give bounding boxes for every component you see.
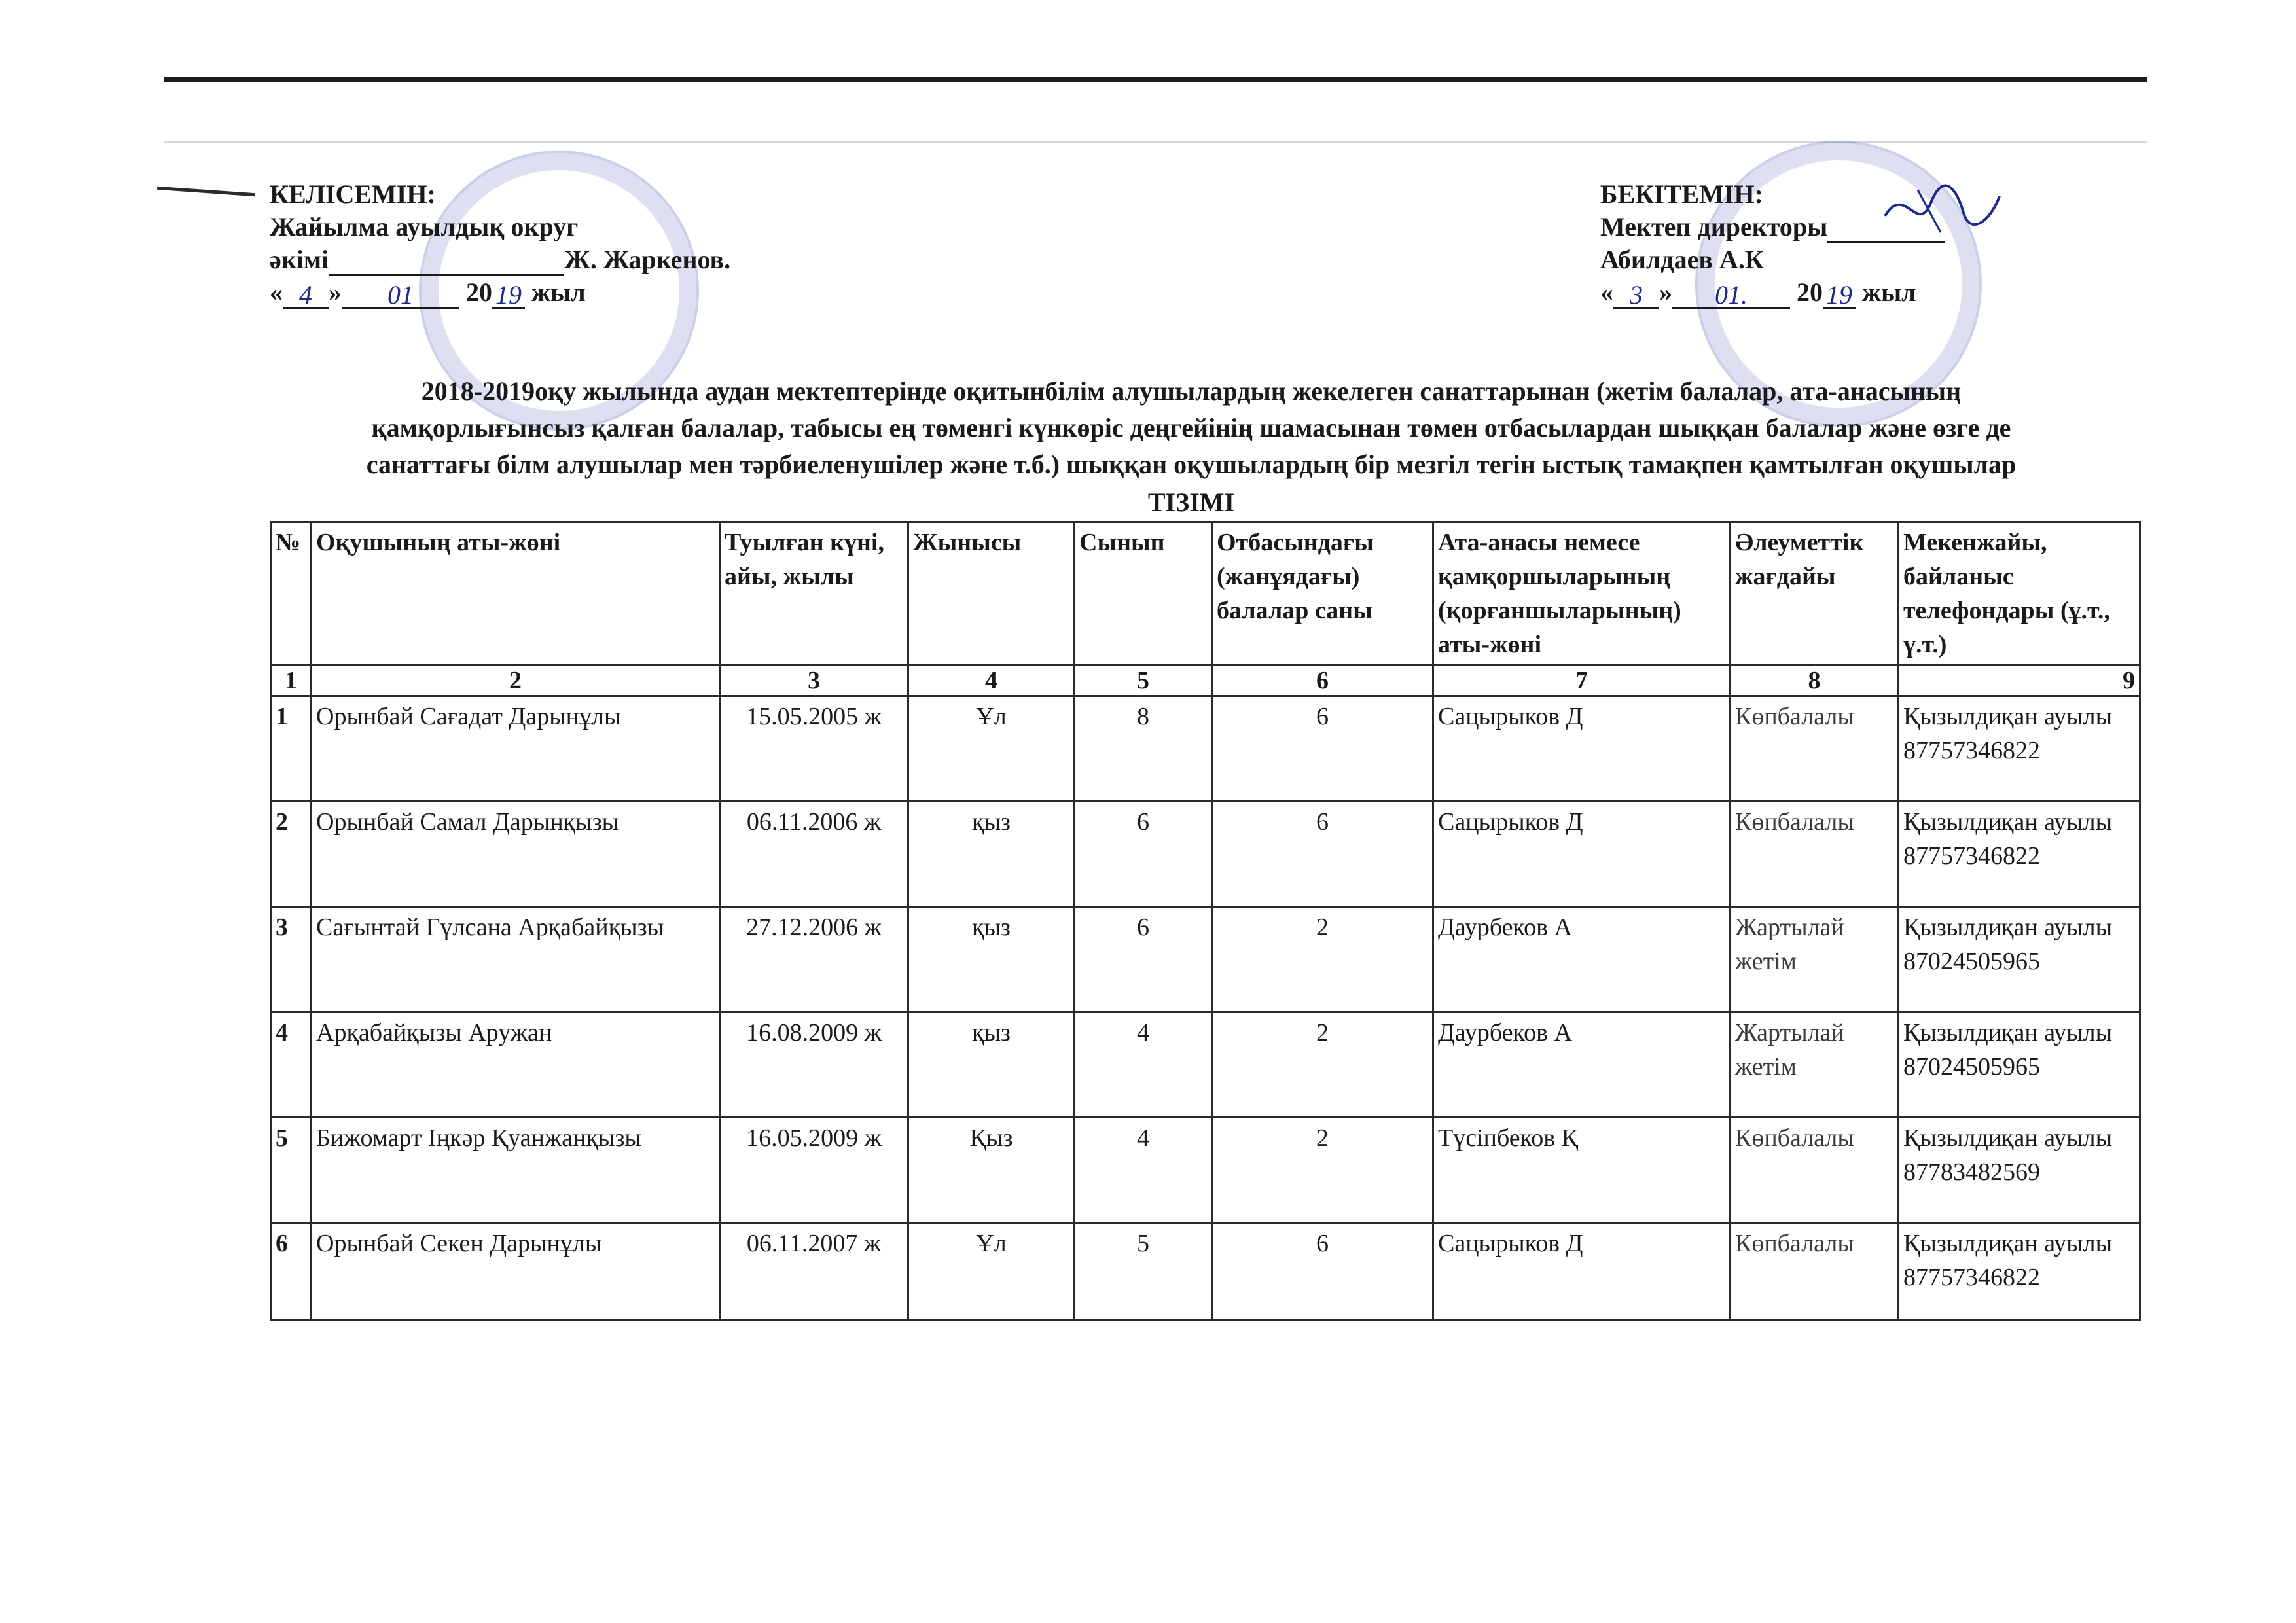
grade: 5 — [1075, 1223, 1212, 1321]
guardian-name: Даурбеков А — [1433, 1012, 1731, 1118]
birth-date: 06.11.2007 ж — [720, 1223, 908, 1321]
address-phone — [1899, 1118, 2140, 1223]
handwritten-signature — [1878, 177, 2003, 242]
approval-month: 01 — [342, 281, 459, 309]
table-row — [271, 1012, 2140, 1118]
signature-fill — [329, 248, 564, 276]
row-number: 2 — [271, 802, 312, 907]
header-number: № — [271, 522, 312, 666]
grade: 8 — [1075, 696, 1212, 802]
quote-open: « — [270, 277, 283, 307]
year-word: жыл — [531, 277, 586, 307]
sex: қыз — [908, 802, 1075, 907]
approval-office: Мектеп директоры — [1600, 212, 1828, 241]
sex: Ұл — [908, 1223, 1075, 1321]
approval-heading: КЕЛІСЕМІН: — [270, 179, 436, 209]
approval-name: Абилдаев А.К — [1600, 245, 1764, 274]
sex: қыз — [908, 1012, 1075, 1118]
phone: 87757346822 — [1903, 737, 2040, 764]
grade: 6 — [1075, 802, 1212, 907]
address: Қызылдиқан ауылы — [1903, 1124, 2113, 1152]
year-prefix: 20 — [466, 277, 492, 307]
table-header-row — [271, 522, 2140, 666]
title-list-word: ТІЗІМІ — [1147, 488, 1235, 517]
approval-day: 4 — [283, 281, 329, 309]
row-number: 5 — [271, 1118, 312, 1223]
birth-date: 06.11.2006 ж — [720, 802, 908, 907]
header-guardian: Ата-анасы немесе қамқоршыларының (қорғаншыларының) аты-жөні — [1433, 522, 1731, 666]
column-number: 8 — [1731, 666, 1899, 696]
title-line-2: қамқорлығынсыз қалған балалар, табысы ең төменгі күнкөріс деңгейінің шамасынан төмен отбасылардан шыққан балалар және өзге де — [371, 413, 2011, 442]
address: Қызылдиқан ауылы — [1903, 808, 2113, 836]
guardian-name: Сацырыков Д — [1433, 1223, 1731, 1321]
approval-year: 19 — [1823, 281, 1856, 309]
title-line-3: санаттағы білм алушылар мен тәрбиеленушілер және т.б.) шыққан оқушылардың бір мезгіл тегін ыстық тамақпен қамтылған оқушылар — [366, 450, 2017, 479]
column-number: 4 — [908, 666, 1075, 696]
column-number-row — [271, 666, 2140, 696]
birth-date: 16.08.2009 ж — [720, 1012, 908, 1118]
social-status: Көпбалалы — [1731, 696, 1899, 802]
address: Қызылдиқан ауылы — [1903, 1230, 2113, 1257]
birth-date: 15.05.2005 ж — [720, 696, 908, 802]
address: Қызылдиқан ауылы — [1903, 914, 2113, 941]
children-count: 2 — [1212, 907, 1433, 1012]
header-sex: Жынысы — [908, 522, 1075, 666]
quote-close: » — [1659, 277, 1672, 307]
address-phone — [1899, 1012, 2140, 1118]
header-grade: Сынып — [1075, 522, 1212, 666]
column-number: 6 — [1212, 666, 1433, 696]
approval-date-line — [270, 276, 730, 309]
column-number: 7 — [1433, 666, 1731, 696]
approval-date-line — [1600, 276, 1945, 309]
student-name: Сағынтай Гүлсана Арқабайқызы — [312, 907, 720, 1012]
quote-close: » — [329, 277, 342, 307]
column-number: 5 — [1075, 666, 1212, 696]
approval-year: 19 — [492, 281, 525, 309]
student-name: Арқабайқызы Аружан — [312, 1012, 720, 1118]
approval-office: Жайылма ауылдық округ — [270, 212, 579, 241]
document-title — [249, 373, 2134, 521]
table-row — [271, 802, 2140, 907]
student-name: Бижомарт Іңкәр Қуанжанқызы — [312, 1118, 720, 1223]
row-number: 3 — [271, 907, 312, 1012]
quote-open: « — [1600, 277, 1613, 307]
guardian-name: Сацырыков Д — [1433, 696, 1731, 802]
pen-stroke-mark — [157, 187, 255, 196]
header-student-name: Оқушының аты-жөні — [312, 522, 720, 666]
approval-block-agreed — [270, 178, 730, 309]
social-status: Жартылай жетім — [1731, 907, 1899, 1012]
address-phone — [1899, 1223, 2140, 1321]
year-prefix: 20 — [1797, 277, 1823, 307]
social-status: Көпбалалы — [1731, 1223, 1899, 1321]
address-phone — [1899, 802, 2140, 907]
guardian-name: Даурбеков А — [1433, 907, 1731, 1012]
grade: 4 — [1075, 1012, 1212, 1118]
birth-date: 16.05.2009 ж — [720, 1118, 908, 1223]
table-row — [271, 907, 2140, 1012]
table-row — [271, 696, 2140, 802]
student-name: Орынбай Секен Дарынұлы — [312, 1223, 720, 1321]
approval-signature-line — [270, 243, 730, 276]
header-birth-date: Туылған күні, айы, жылы — [720, 522, 908, 666]
row-number: 6 — [271, 1223, 312, 1321]
row-number: 1 — [271, 696, 312, 802]
students-table — [270, 521, 2141, 1321]
column-number: 2 — [312, 666, 720, 696]
children-count: 2 — [1212, 1012, 1433, 1118]
phone: 87757346822 — [1903, 842, 2040, 870]
children-count: 6 — [1212, 1223, 1433, 1321]
student-name: Орынбай Сағадат Дарынұлы — [312, 696, 720, 802]
sex: қыз — [908, 907, 1075, 1012]
approval-label: әкімі — [270, 245, 329, 274]
table-row — [271, 1118, 2140, 1223]
approval-heading: БЕКІТЕМІН: — [1600, 179, 1763, 209]
scan-top-rule — [164, 77, 2147, 82]
children-count: 6 — [1212, 802, 1433, 907]
column-number: 1 — [271, 666, 312, 696]
grade: 6 — [1075, 907, 1212, 1012]
phone: 87024505965 — [1903, 948, 2040, 975]
phone: 87757346822 — [1903, 1264, 2040, 1291]
phone: 87783482569 — [1903, 1158, 2040, 1186]
sex: Ұл — [908, 696, 1075, 802]
address-phone — [1899, 907, 2140, 1012]
column-number: 9 — [1899, 666, 2140, 696]
address: Қызылдиқан ауылы — [1903, 1019, 2113, 1046]
column-number: 3 — [720, 666, 908, 696]
address-phone — [1899, 696, 2140, 802]
sex: Қыз — [908, 1118, 1075, 1223]
social-status: Көпбалалы — [1731, 802, 1899, 907]
social-status: Көпбалалы — [1731, 1118, 1899, 1223]
guardian-name: Сацырыков Д — [1433, 802, 1731, 907]
header-social-status: Әлеуметтік жағдайы — [1731, 522, 1899, 666]
grade: 4 — [1075, 1118, 1212, 1223]
header-children-count: Отбасындағы (жанұядағы) балалар саны — [1212, 522, 1433, 666]
approval-day: 3 — [1613, 281, 1659, 309]
children-count: 6 — [1212, 696, 1433, 802]
phone: 87024505965 — [1903, 1053, 2040, 1080]
birth-date: 27.12.2006 ж — [720, 907, 908, 1012]
row-number: 4 — [271, 1012, 312, 1118]
title-line-1: 2018-2019оқу жылында аудан мектептерінде оқитынбілім алушылардың жекелеген санаттарынан (жетім балалар, ата-анасының — [421, 376, 1962, 406]
year-word: жыл — [1862, 277, 1916, 307]
children-count: 2 — [1212, 1118, 1433, 1223]
address: Қызылдиқан ауылы — [1903, 703, 2113, 730]
table-row — [271, 1223, 2140, 1321]
header-address-phone: Мекенжайы, байланыс телефондары (ұ.т., ү.т.) — [1899, 522, 2140, 666]
student-name: Орынбай Самал Дарынқызы — [312, 802, 720, 907]
social-status: Жартылай жетім — [1731, 1012, 1899, 1118]
approval-name: Ж. Жаркенов. — [564, 245, 731, 274]
guardian-name: Түсіпбеков Қ — [1433, 1118, 1731, 1223]
approval-month: 01. — [1672, 281, 1790, 309]
